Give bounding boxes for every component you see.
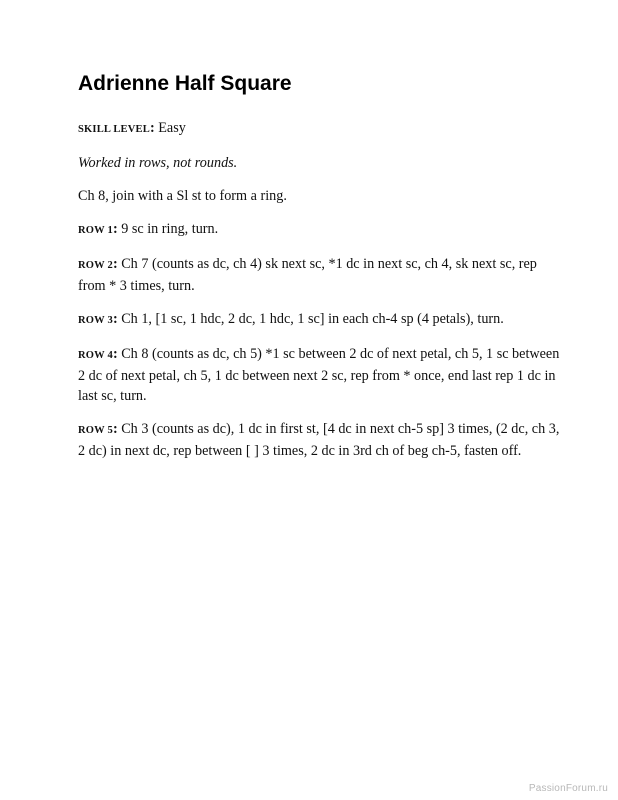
row-5-colon: : <box>112 421 122 437</box>
row-1 <box>78 219 568 241</box>
row-3-label: ROW 3 <box>78 315 113 326</box>
watermark: PassionForum.ru <box>528 783 608 794</box>
skill-level <box>78 118 568 140</box>
row-1-colon: : <box>112 221 122 237</box>
row-3-colon: : <box>112 311 122 327</box>
row-4 <box>78 344 568 406</box>
row-2 <box>78 254 568 296</box>
start-instruction: Ch 8, join with a Sl st to form a ring. <box>78 188 287 204</box>
skill-level-colon: : <box>149 120 159 136</box>
row-5 <box>78 419 568 461</box>
worked-note: Worked in rows, not rounds. <box>78 155 238 171</box>
row-5-text: Ch 3 (counts as dc), 1 dc in first st, [4 dc in next ch-5 sp] 3 times, (2 dc, ch 3, 2 dc) in next dc, rep between [ ] 3 times, 2 dc in 3rd ch of beg ch-5, fasten off. <box>78 421 560 459</box>
row-4-label: ROW 4 <box>78 350 113 361</box>
skill-level-value: Easy <box>158 120 186 136</box>
row-4-text: Ch 8 (counts as dc, ch 5) *1 sc between 2 dc of next petal, ch 5, 1 sc between 2 dc of next petal, ch 5, 1 dc between next 2 sc, rep from * once, end last rep 1 dc in last sc, turn. <box>78 346 560 404</box>
row-4-colon: : <box>112 346 122 362</box>
page-title: Adrienne Half Square <box>78 72 292 95</box>
row-5-label: ROW 5 <box>78 425 113 436</box>
row-1-label: ROW 1 <box>78 225 113 236</box>
row-1-text: 9 sc in ring, turn. <box>121 221 219 237</box>
row-2-colon: : <box>112 256 122 272</box>
skill-level-label: SKILL LEVEL <box>78 124 150 135</box>
row-2-label: ROW 2 <box>78 260 113 271</box>
row-3 <box>78 309 568 331</box>
pattern-content <box>78 70 568 474</box>
row-3-text: Ch 1, [1 sc, 1 hdc, 2 dc, 1 hdc, 1 sc] in each ch-4 sp (4 petals), turn. <box>121 311 504 327</box>
row-2-text: Ch 7 (counts as dc, ch 4) sk next sc, *1 dc in next sc, ch 4, sk next sc, rep from * 3 times, turn. <box>78 256 537 294</box>
